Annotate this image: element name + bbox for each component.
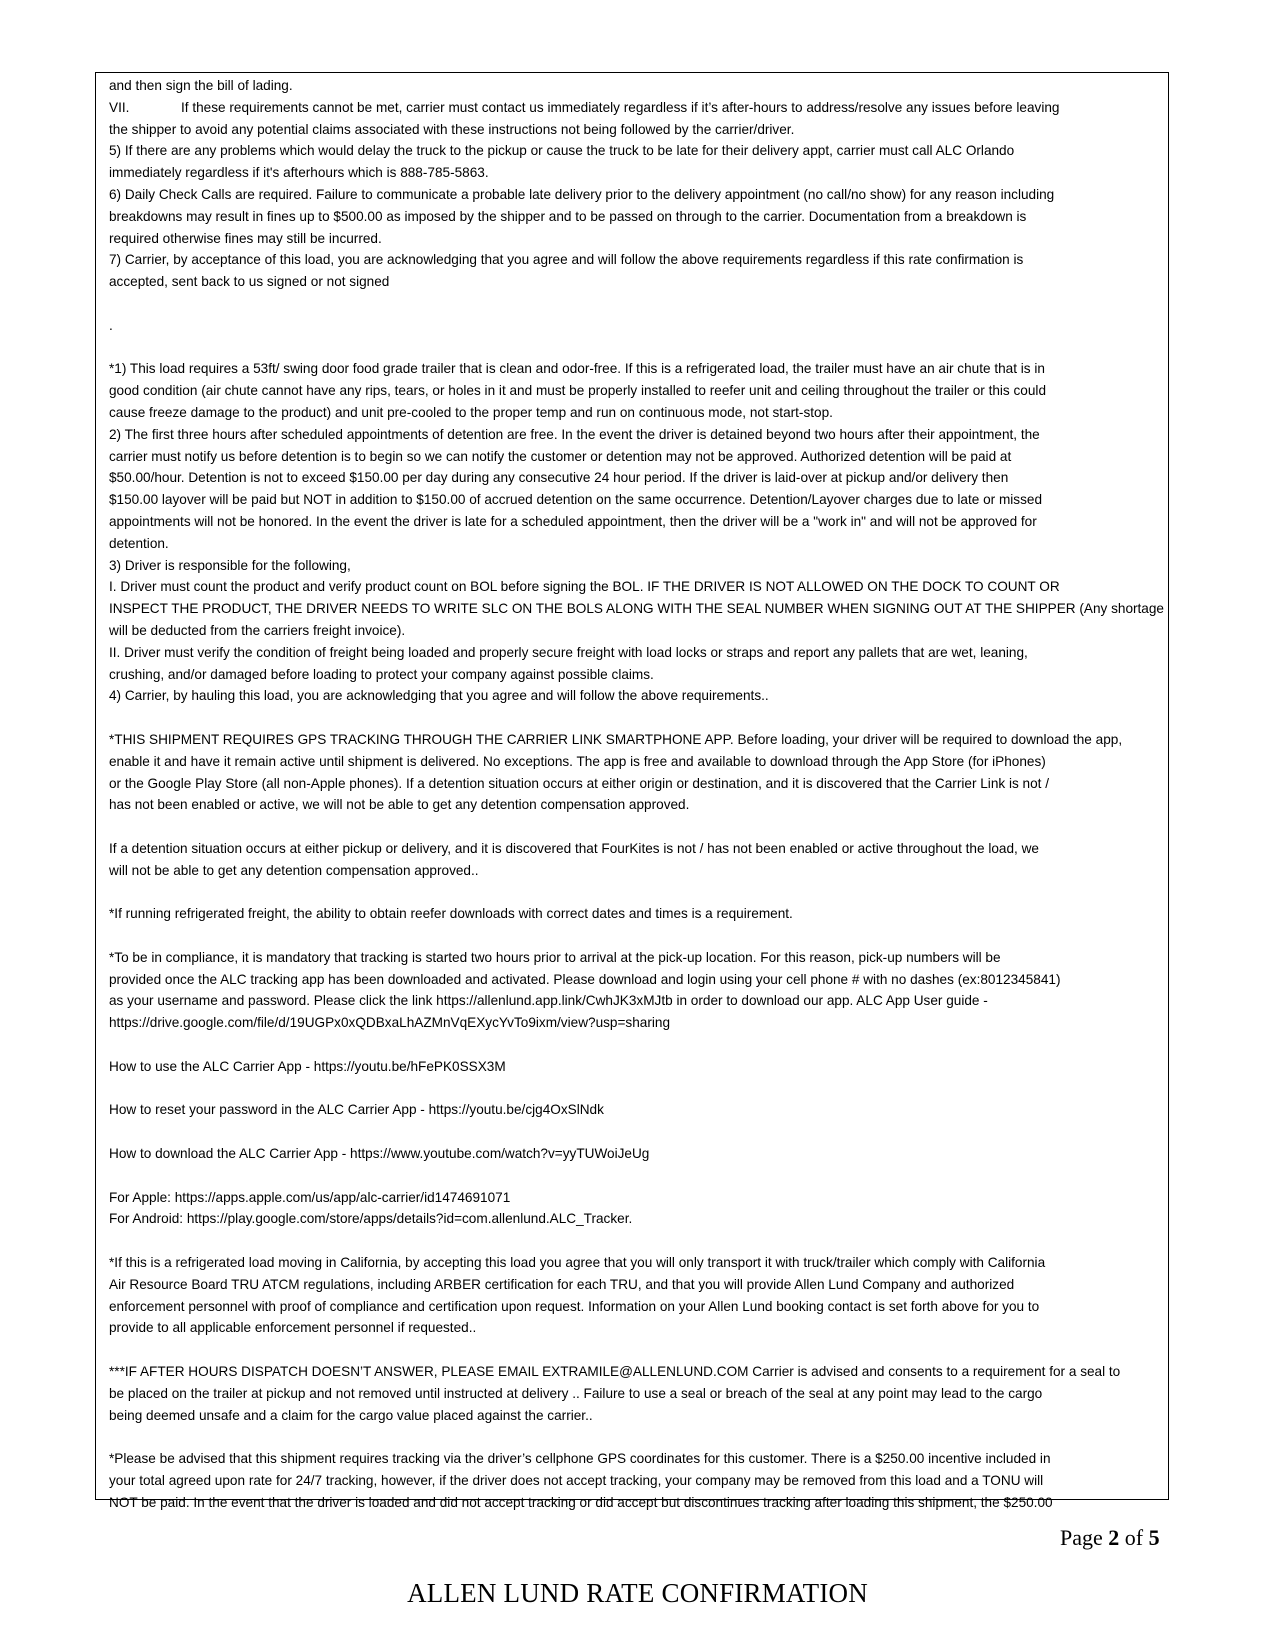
- page-current: 2: [1108, 1525, 1120, 1550]
- text-line: provided once the ALC tracking app has been downloaded and activated. Please download and login using your cell phone # with no dashes (ex:8012345841): [109, 971, 1061, 987]
- text-line: [109, 293, 1162, 315]
- text-line: How to reset your password in the ALC Carrier App - https://youtu.be/cjg4OxSlNdk: [109, 1102, 604, 1118]
- text-line: For Apple: https://apps.apple.com/us/app/alc-carrier/id1474691071: [109, 1189, 511, 1205]
- text-line: For Android: https://play.google.com/store/apps/details?id=com.allenlund.ALC_Tracker.: [109, 1211, 633, 1227]
- text-line: [109, 1078, 1162, 1100]
- text-line: 7) Carrier, by acceptance of this load, you are acknowledging that you agree and will follow the above requirements regardless if this rate confirmation is: [109, 252, 1024, 268]
- text-line: your total agreed upon rate for 24/7 tracking, however, if the driver does not accept tracking, your company may be removed from this load and a TONU will: [109, 1473, 1044, 1488]
- text-line: 5) If there are any problems which would delay the truck to the pickup or cause the truck to be late for their delivery appt, carrier must call ALC Orlando: [109, 143, 1015, 159]
- text-line: will not be able to get any detention compensation approved..: [109, 862, 479, 878]
- text-line: [109, 1165, 1162, 1187]
- text-line: crushing, and/or damaged before loading to protect your company against possible claims.: [109, 666, 654, 682]
- text-line: [109, 707, 1162, 729]
- text-line: [109, 881, 1162, 903]
- text-line: *Please be advised that this shipment requires tracking via the driver’s cellphone GPS coordinates for this customer. There is a $250.00 incentive included in: [109, 1451, 1051, 1467]
- text-line: How to use the ALC Carrier App - https://youtu.be/hFePK0SSX3M: [109, 1058, 506, 1074]
- roman-numeral: VII.: [109, 99, 130, 115]
- text-line: provide to all applicable enforcement personnel if requested..: [109, 1320, 477, 1336]
- text-line: [109, 1426, 1162, 1448]
- text-line: breakdowns may result in fines up to $500.00 as imposed by the shipper and to be passed on through to the carrier. Documentation from a breakdown is: [109, 208, 1027, 224]
- text-line: enforcement personnel with proof of compliance and certification upon request. Information on your Allen Lund booking contact is set forth above for you to: [109, 1298, 1040, 1314]
- text-line: appointments will not be honored. In the event the driver is late for a scheduled appointment, then the driver will be a "work in" and will not be approved for: [109, 513, 1037, 529]
- page-prefix: Page: [1060, 1525, 1109, 1550]
- terms-text-box: [95, 72, 1169, 1510]
- text-line: 4) Carrier, by hauling this load, you are acknowledging that you agree and will follow the above requirements..: [109, 688, 769, 704]
- page-number: [1060, 1525, 1160, 1551]
- text-line: If a detention situation occurs at either pickup or delivery, and it is discovered that FourKites is not / has not been enabled or active throughout the load, we: [109, 840, 1039, 856]
- text-line: https://drive.google.com/file/d/19UGPx0xQDBxaLhAZMnVqEXycYvTo9ixm/view?usp=sharing: [109, 1015, 671, 1031]
- text-line: good condition (air chute cannot have any rips, tears, or holes in it and must be properly installed to reefer unit and ceiling throughout the trailer or this could: [109, 383, 1046, 399]
- text-line: or the Google Play Store (all non-Apple phones). If a detention situation occurs at either origin or destination, and it is discovered that the Carrier Link is not /: [109, 775, 1049, 791]
- text-line: [109, 816, 1162, 838]
- text-line: will be deducted from the carriers freight invoice).: [109, 622, 406, 638]
- text-line: *If this is a refrigerated load moving in California, by accepting this load you agree that you will only transport it with truck/trailer which comply with California: [109, 1255, 1046, 1271]
- text-line: enable it and have it remain active until shipment is delivered. No exceptions. The app is free and available to download through the App Store (for iPhones): [109, 753, 1046, 769]
- text-line: cause freeze damage to the product) and unit pre-cooled to the proper temp and run on continuous mode, not start-stop.: [109, 404, 833, 420]
- line-text: If these requirements cannot be met, carrier must contact us immediately regardless if it’s after-hours to address/resolve any issues before leaving: [181, 99, 1060, 115]
- text-line: [109, 1034, 1162, 1056]
- text-line: [109, 337, 1162, 359]
- text-line: accepted, sent back to us signed or not signed: [109, 274, 390, 290]
- page-of: of: [1119, 1525, 1149, 1550]
- text-line: $150.00 layover will be paid but NOT in addition to $150.00 of accrued detention on the same occurrence. Detention/Layover charges due to late or missed: [109, 492, 1043, 508]
- text-line: *If running refrigerated freight, the ability to obtain reefer downloads with correct dates and times is a requirement.: [109, 906, 793, 922]
- text-line: [109, 1339, 1162, 1361]
- text-line: ***IF AFTER HOURS DISPATCH DOESN’T ANSWER, PLEASE EMAIL EXTRAMILE@ALLENLUND.COM Carrier is advised and consents to a requirement for a seal to: [109, 1364, 1121, 1380]
- document-title: ALLEN LUND RATE CONFIRMATION: [407, 1578, 868, 1608]
- text-line: $50.00/hour. Detention is not to exceed $150.00 per day during any consecutive 24 hour period. If the driver is laid-over at pickup and/or delivery then: [109, 470, 1009, 486]
- page-total: 5: [1148, 1525, 1160, 1550]
- text-line: [109, 925, 1162, 947]
- text-line: has not been enabled or active, we will not be able to get any detention compensation approved.: [109, 797, 690, 813]
- terms-lines: [109, 75, 1162, 1514]
- text-line: the shipper to avoid any potential claims associated with these instructions not being followed by the carrier/driver.: [109, 121, 795, 137]
- text-line: Air Resource Board TRU ATCM regulations, including ARBER certification for each TRU, and that you will provide Allen Lund Company and authorized: [109, 1276, 1015, 1292]
- text-line: 3) Driver is responsible for the following,: [109, 557, 351, 573]
- text-line: How to download the ALC Carrier App - https://www.youtube.com/watch?v=yyTUWoiJeUg: [109, 1146, 650, 1162]
- text-line: detention.: [109, 535, 169, 551]
- text-line: *THIS SHIPMENT REQUIRES GPS TRACKING THROUGH THE CARRIER LINK SMARTPHONE APP. Before loading, your driver will be required to download the app,: [109, 731, 1123, 747]
- text-line: NOT be paid. In the event that the driver is loaded and did not accept tracking or did accept but discontinues tracking after loading this shipment, the $250.00: [109, 1494, 1053, 1510]
- text-line: II. Driver must verify the condition of freight being loaded and properly secure freight with load locks or straps and report any pallets that are wet, leaning,: [109, 644, 1028, 660]
- text-line: [109, 1121, 1162, 1143]
- text-line: being deemed unsafe and a claim for the cargo value placed against the carrier..: [109, 1407, 593, 1423]
- text-line: required otherwise fines may still be incurred.: [109, 230, 382, 246]
- text-line: be placed on the trailer at pickup and not removed until instructed at delivery .. Failure to use a seal or breach of the seal at any point may lead to the cargo: [109, 1385, 1043, 1401]
- text-line: .: [109, 317, 113, 333]
- text-line: INSPECT THE PRODUCT, THE DRIVER NEEDS TO WRITE SLC ON THE BOLS ALONG WITH THE SEAL NUMBER WHEN SIGNING OUT AT THE SHIPPER (Any shortage: [109, 601, 1164, 617]
- text-line: carrier must notify us before detention is to begin so we can notify the customer or detention may not be approved. Authorized detention will be paid at: [109, 448, 1012, 464]
- text-line: [109, 1230, 1162, 1252]
- text-line: and then sign the bill of lading.: [109, 78, 293, 93]
- text-line: as your username and password. Please click the link https://allenlund.app.link/CwhJK3xMJtb in order to download our app. ALC App User guide -: [109, 993, 988, 1009]
- text-line: 2) The first three hours after scheduled appointments of detention are free. In the event the driver is detained beyond two hours after their appointment, the: [109, 426, 1040, 442]
- text-line: I. Driver must count the product and verify product count on BOL before signing the BOL. IF THE DRIVER IS NOT ALLOWED ON THE DOCK TO COUNT OR: [109, 579, 1060, 595]
- text-line: immediately regardless if it's afterhours which is 888-785-5863.: [109, 165, 489, 181]
- text-line: *1) This load requires a 53ft/ swing door food grade trailer that is clean and odor-free. If this is a refrigerated load, the trailer must have an air chute that is in: [109, 361, 1045, 377]
- text-line: [109, 97, 1162, 119]
- text-line: *To be in compliance, it is mandatory that tracking is started two hours prior to arrival at the pick-up location. For this reason, pick-up numbers will be: [109, 949, 1001, 965]
- text-line: 6) Daily Check Calls are required. Failure to communicate a probable late delivery prior to the delivery appointment (no call/no show) for any reason including: [109, 186, 1055, 202]
